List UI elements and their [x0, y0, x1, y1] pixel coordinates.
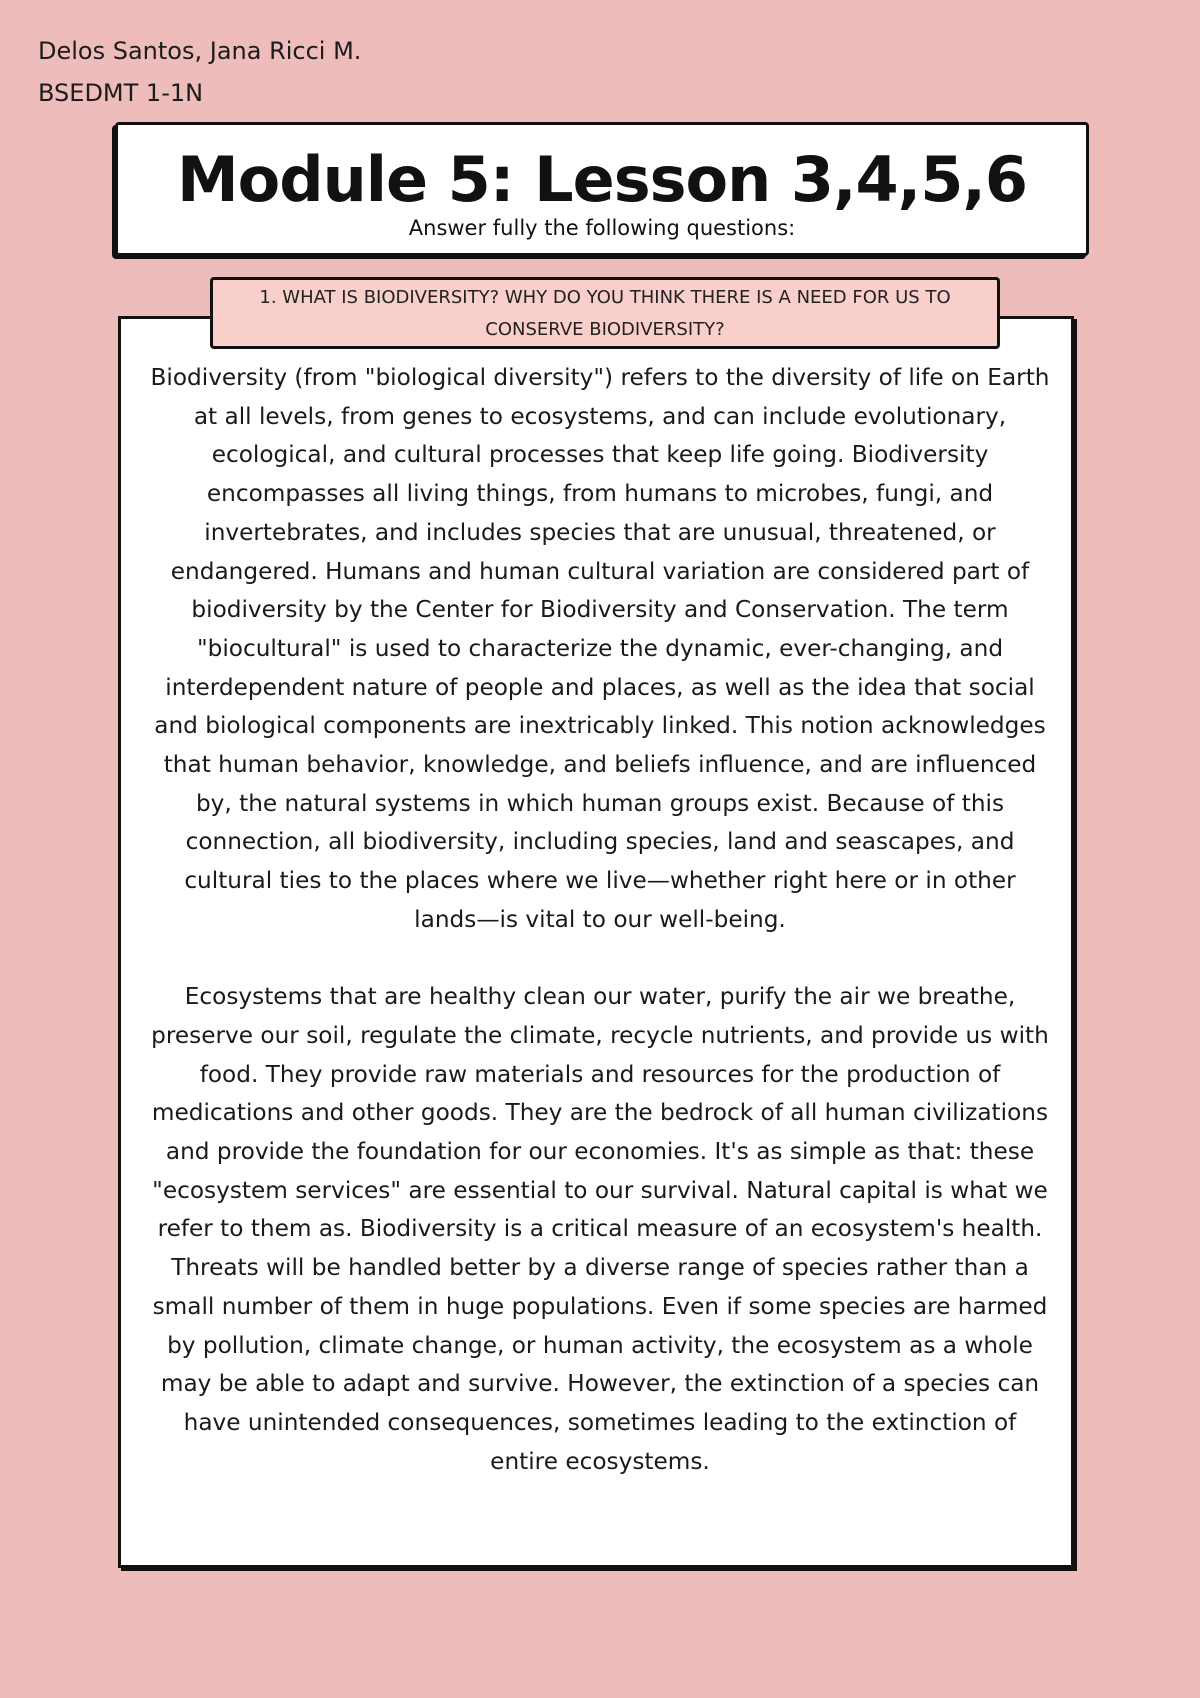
student-name: Delos Santos, Jana Ricci M.: [38, 37, 362, 65]
title-box: [115, 122, 1089, 256]
page-subtitle: Answer fully the following questions:: [408, 216, 796, 240]
student-info: [38, 30, 361, 114]
page-title: Module 5: Lesson 3,4,5,6: [176, 143, 1028, 216]
question-line-2: CONSERVE BIODIVERSITY?: [485, 319, 725, 340]
answer-paragraph-2: Ecosystems that are healthy clean our water, purify the air we breathe, preserve our soil, regulate the climate, recycle nutrients, and provide us with food. They provide raw materials and resources for the production of medications and other goods. They are the bedrock of all human civilizations and provide the foundation for our economies. It's as simple as that: these "ecosystem services" are essential to our survival. Natural capital is what we refer to them as. Biodiversity is a critical measure of an ecosystem's health. Threats will be handled better by a diverse range of species rather than a small number of them in huge populations. Even if some species are harmed by pollution, climate change, or human activity, the ecosystem as a whole may be able to adapt and survive. However, the extinction of a species can have unintended consequences, sometimes leading to the extinction of entire ecosystems.: [151, 983, 1049, 1475]
question-line-1: 1. WHAT IS BIODIVERSITY? WHY DO YOU THINK THERE IS A NEED FOR US TO: [259, 287, 951, 308]
answer-paragraph-1: Biodiversity (from "biological diversity") refers to the diversity of life on Earth at all levels, from genes to ecosystems, and can include evolutionary, ecological, and cultural processes that keep life going. Biodiversity encompasses all living things, from humans to microbes, fungi, and invertebrates, and includes species that are unusual, threatened, or endangered. Humans and human cultural variation are considered part of biodiversity by the Center for Biodiversity and Conservation. The term "biocultural" is used to characterize the dynamic, ever-changing, and interdependent nature of people and places, as well as the idea that social and biological components are inextricably linked. This notion acknowledges that human behavior, knowledge, and beliefs influence, and are influenced by, the natural systems in which human groups exist. Because of this connection, all biodiversity, including species, land and seascapes, and cultural ties to the places where we live—whether right here or in other lands—is vital to our well-being.: [150, 364, 1050, 933]
question-box: [210, 277, 1000, 349]
student-section: BSEDMT 1-1N: [38, 79, 204, 107]
answer-text: [150, 359, 1050, 1481]
